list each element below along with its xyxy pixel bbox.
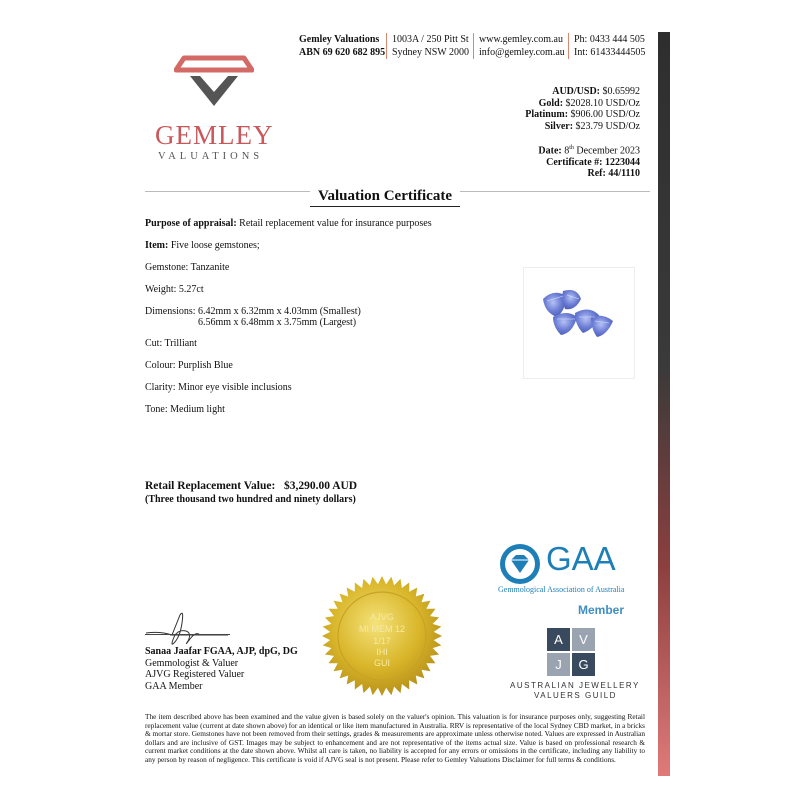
ajvg-name-line1: AUSTRALIAN JEWELLERY	[510, 681, 640, 690]
gaa-logo-text: GAA	[546, 540, 616, 577]
logo-text: GEMLEY	[155, 120, 274, 150]
dimensions-field: Dimensions: 6.42mm x 6.32mm x 4.03mm (Smallest)	[145, 306, 361, 317]
dimensions-field-2: 6.56mm x 6.48mm x 3.75mm (Largest)	[198, 317, 357, 328]
valuer-registration: AJVG Registered Valuer	[145, 669, 245, 680]
gaa-diamond-icon	[498, 542, 542, 586]
header-divider	[386, 33, 387, 59]
svg-text:AJVG: AJVG	[370, 612, 394, 622]
ajvg-gold-seal	[320, 574, 444, 698]
metal-rates	[525, 86, 640, 132]
rate-row: AUD/USD: $0.65992	[552, 86, 640, 97]
weight-field: Weight: 5.27ct	[145, 284, 204, 295]
retail-replacement-value: Retail Replacement Value: $3,290.00 AUD	[145, 480, 358, 492]
header-web	[479, 33, 565, 59]
logo-subtext: VALUATIONS	[158, 151, 264, 162]
rate-row: Gold: $2028.10 USD/Oz	[538, 97, 640, 109]
signature-line	[145, 634, 230, 635]
company-phone: Ph: 0433 444 505	[574, 34, 645, 45]
ref-row: Ref: 44/1110	[587, 168, 640, 180]
value-in-words: (Three thousand two hundred and ninety dollars)	[145, 494, 356, 505]
clarity-field: Clarity: Minor eye visible inclusions	[145, 382, 292, 393]
gemstone-field: Gemstone: Tanzanite	[145, 262, 230, 273]
address-line2: Sydney NSW 2000	[392, 47, 470, 58]
address-line1: 1003A / 250 Pitt St	[392, 34, 469, 45]
company-abn: ABN 69 620 682 895	[299, 47, 386, 58]
colour-field: Colour: Purplish Blue	[145, 360, 233, 371]
cut-field: Cut: Trilliant	[145, 338, 197, 349]
gem-logo-icon	[174, 52, 254, 114]
item-field: Item: Five loose gemstones;	[145, 240, 260, 251]
header-company	[299, 33, 385, 59]
ajvg-letter: G	[572, 653, 595, 676]
ajvg-letter: V	[572, 628, 595, 651]
company-website[interactable]: www.gemley.com.au	[479, 34, 563, 45]
gemstone-photo	[533, 287, 623, 357]
tone-field: Tone: Medium light	[145, 404, 225, 415]
company-email[interactable]: info@gemley.com.au	[479, 47, 565, 58]
purpose-field: Purpose of appraisal: Retail replacement value for insurance purposes	[145, 218, 432, 229]
valuer-details	[145, 646, 298, 692]
header-divider	[473, 33, 474, 59]
rate-row: Silver: $23.79 USD/Oz	[544, 120, 640, 132]
header-address	[392, 33, 469, 59]
svg-text:IHI: IHI	[376, 647, 388, 657]
svg-text:GUI: GUI	[373, 658, 391, 668]
gaa-subtitle: Gemmological Association of Australia	[498, 585, 625, 594]
ajvg-letter: J	[547, 653, 570, 676]
certificate-number-row: Certificate #: 1223044	[546, 156, 640, 168]
ajvg-letter: A	[547, 628, 570, 651]
valuer-title: Gemmologist & Valuer	[145, 657, 239, 669]
date-row: Date: 8th December 2023	[538, 145, 640, 157]
valuer-membership: GAA Member	[145, 680, 203, 692]
gaa-member-label: Member	[578, 603, 625, 617]
header-phone	[574, 33, 645, 59]
header-divider	[568, 33, 569, 59]
company-intl-phone: Int: 61433444505	[574, 47, 646, 58]
disclaimer-text: The item described above has been examined and the value given is based solely on the valuer's opinion. This valuation is for insurance purposes only, suggesting Retail replacement value (current at date shown above) for an identical or like item manufactured in Australia. RRV is representative of the local Sydney CBD market, in a bricks & mortar store. Gemstones have not been removed from their settings, grades & measurements are approximate unless otherwise noted. Values are expressed in Australian dollars and are inclusive of GST. Images may be subject to enhancement and are not representative of the items actual size. Value is based on professional research & current market conditions at the date shown above. Whilst all care is taken, no liability is accepted for any errors or omissions in the certificate, including any liability to any person by reason of negligence. This certificate is void if AJVG seal is not present. Please refer to Gemley Valuations Disclaimer for full terms & conditions.	[145, 712, 645, 764]
title-underline	[310, 206, 460, 207]
rate-row: Platinum: $906.00 USD/Oz	[525, 109, 640, 120]
ajvg-logo	[547, 628, 595, 676]
certificate-meta	[538, 143, 640, 180]
company-name: Gemley Valuations	[299, 34, 380, 45]
decorative-side-bar	[658, 32, 670, 776]
svg-text:1/17: 1/17	[373, 636, 391, 646]
svg-text:MI MEM 12: MI MEM 12	[358, 624, 406, 634]
valuer-name: Sanaa Jaafar FGAA, AJP, dpG, DG	[145, 646, 298, 657]
page-title: Valuation Certificate	[310, 188, 460, 205]
valuer-signature	[140, 605, 230, 650]
ajvg-name-line2: VALUERS GUILD	[534, 691, 617, 700]
